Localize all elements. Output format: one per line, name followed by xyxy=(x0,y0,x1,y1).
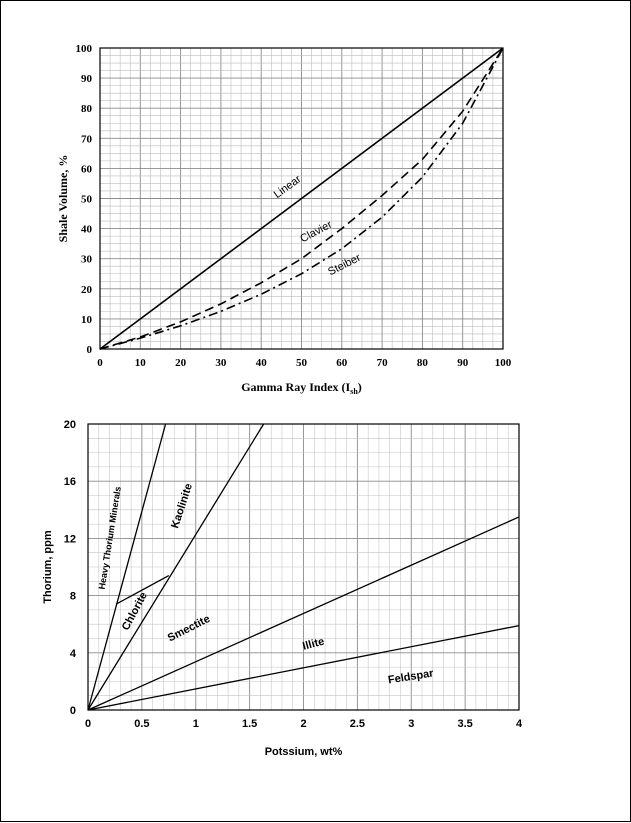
chart2-y-tick-labels xyxy=(64,419,77,717)
chart1-y-tick-label: 90 xyxy=(81,73,92,86)
chart1-x-tick-label: 40 xyxy=(255,357,267,369)
chart1-x-tick-label: 100 xyxy=(494,357,512,369)
chart2-y-tick-label: 12 xyxy=(63,533,76,546)
chart2-x-tick-label: 1.5 xyxy=(241,718,258,730)
chart1-x-tick-label: 80 xyxy=(416,357,428,369)
chart1-x-tick-label: 30 xyxy=(215,357,227,369)
chart1-x-tick-label: 60 xyxy=(336,357,348,369)
chart1-x-axis-label: Gamma Ray Index $(I_{sh})$ xyxy=(241,380,362,396)
annotation-linear: Linear xyxy=(271,173,304,201)
chart2-y-tick-label: 16 xyxy=(63,476,76,489)
chart2-x-tick-label: 4 xyxy=(515,718,523,730)
chart2-x-tick-label: 2 xyxy=(300,718,307,730)
chart2-x-tick-label: 1 xyxy=(192,718,199,730)
chart1-y-tick-label: 40 xyxy=(81,223,92,236)
chart1-y-tick-label: 10 xyxy=(81,313,92,326)
chart1-annotations xyxy=(272,173,363,278)
chart1-x-tick-label: 50 xyxy=(296,357,307,369)
chart1-y-tick-labels xyxy=(76,43,93,356)
chart2-y-tick-label: 20 xyxy=(63,419,76,431)
chart2-y-tick-label: 4 xyxy=(69,647,76,660)
chart2-x-tick-label: 3 xyxy=(408,718,415,730)
chart1-y-axis-label: Shale Volume, % xyxy=(56,154,70,243)
chart1-y-tick-label: 0 xyxy=(86,344,92,356)
annotation-feldspar: Feldspar xyxy=(387,667,435,687)
annotation-kaolinite: Kaolinite xyxy=(169,482,196,530)
chart2-annotations xyxy=(97,482,435,686)
chart2-x-tick-label: 2.5 xyxy=(349,718,366,730)
chart2-y-tick-label: 0 xyxy=(69,705,76,717)
annotation-chlorite: Chlorite xyxy=(119,590,150,633)
annotation-heavy-thorium-minerals: Heavy Thorium Minerals xyxy=(96,485,123,591)
figure-canvas xyxy=(1,1,631,823)
chart1-y-tick-label: 80 xyxy=(81,103,92,116)
chart1-x-tick-label: 0 xyxy=(97,357,103,369)
chart1-y-tick-label: 100 xyxy=(75,43,92,55)
annotation-illite: Illite xyxy=(301,635,326,653)
chart1-x-tick-label: 20 xyxy=(175,357,187,369)
chart2-grid xyxy=(88,424,519,710)
annotation-steiber: Steiber xyxy=(326,251,363,279)
thorium-potassium-chart xyxy=(42,419,523,758)
chart1-y-tick-label: 50 xyxy=(81,193,92,206)
chart1-x-tick-label: 70 xyxy=(376,357,388,369)
annotation-smectite: Smectite xyxy=(165,612,213,645)
annotation-clavier: Clavier xyxy=(298,218,335,246)
chart1-y-tick-label: 20 xyxy=(81,283,92,296)
chart2-x-tick-label: 3.5 xyxy=(457,718,473,730)
chart1-y-tick-label: 70 xyxy=(81,133,92,146)
chart2-y-axis-label: Thorium, ppm xyxy=(42,530,54,604)
chart1-x-tick-labels xyxy=(97,357,512,369)
chart1-x-tick-label: 90 xyxy=(457,357,469,369)
shale-volume-chart xyxy=(56,43,512,396)
chart2-x-tick-label: 0 xyxy=(84,718,92,730)
chart2-x-tick-labels xyxy=(85,718,523,730)
chart1-y-tick-label: 30 xyxy=(81,253,92,266)
chart2-x-tick-label: 0.5 xyxy=(134,718,150,730)
chart2-x-axis-label: Potssium, wt% xyxy=(264,746,343,758)
chart1-y-tick-label: 60 xyxy=(81,163,92,176)
chart2-y-tick-label: 8 xyxy=(69,590,76,603)
chart1-x-tick-label: 10 xyxy=(134,357,146,369)
